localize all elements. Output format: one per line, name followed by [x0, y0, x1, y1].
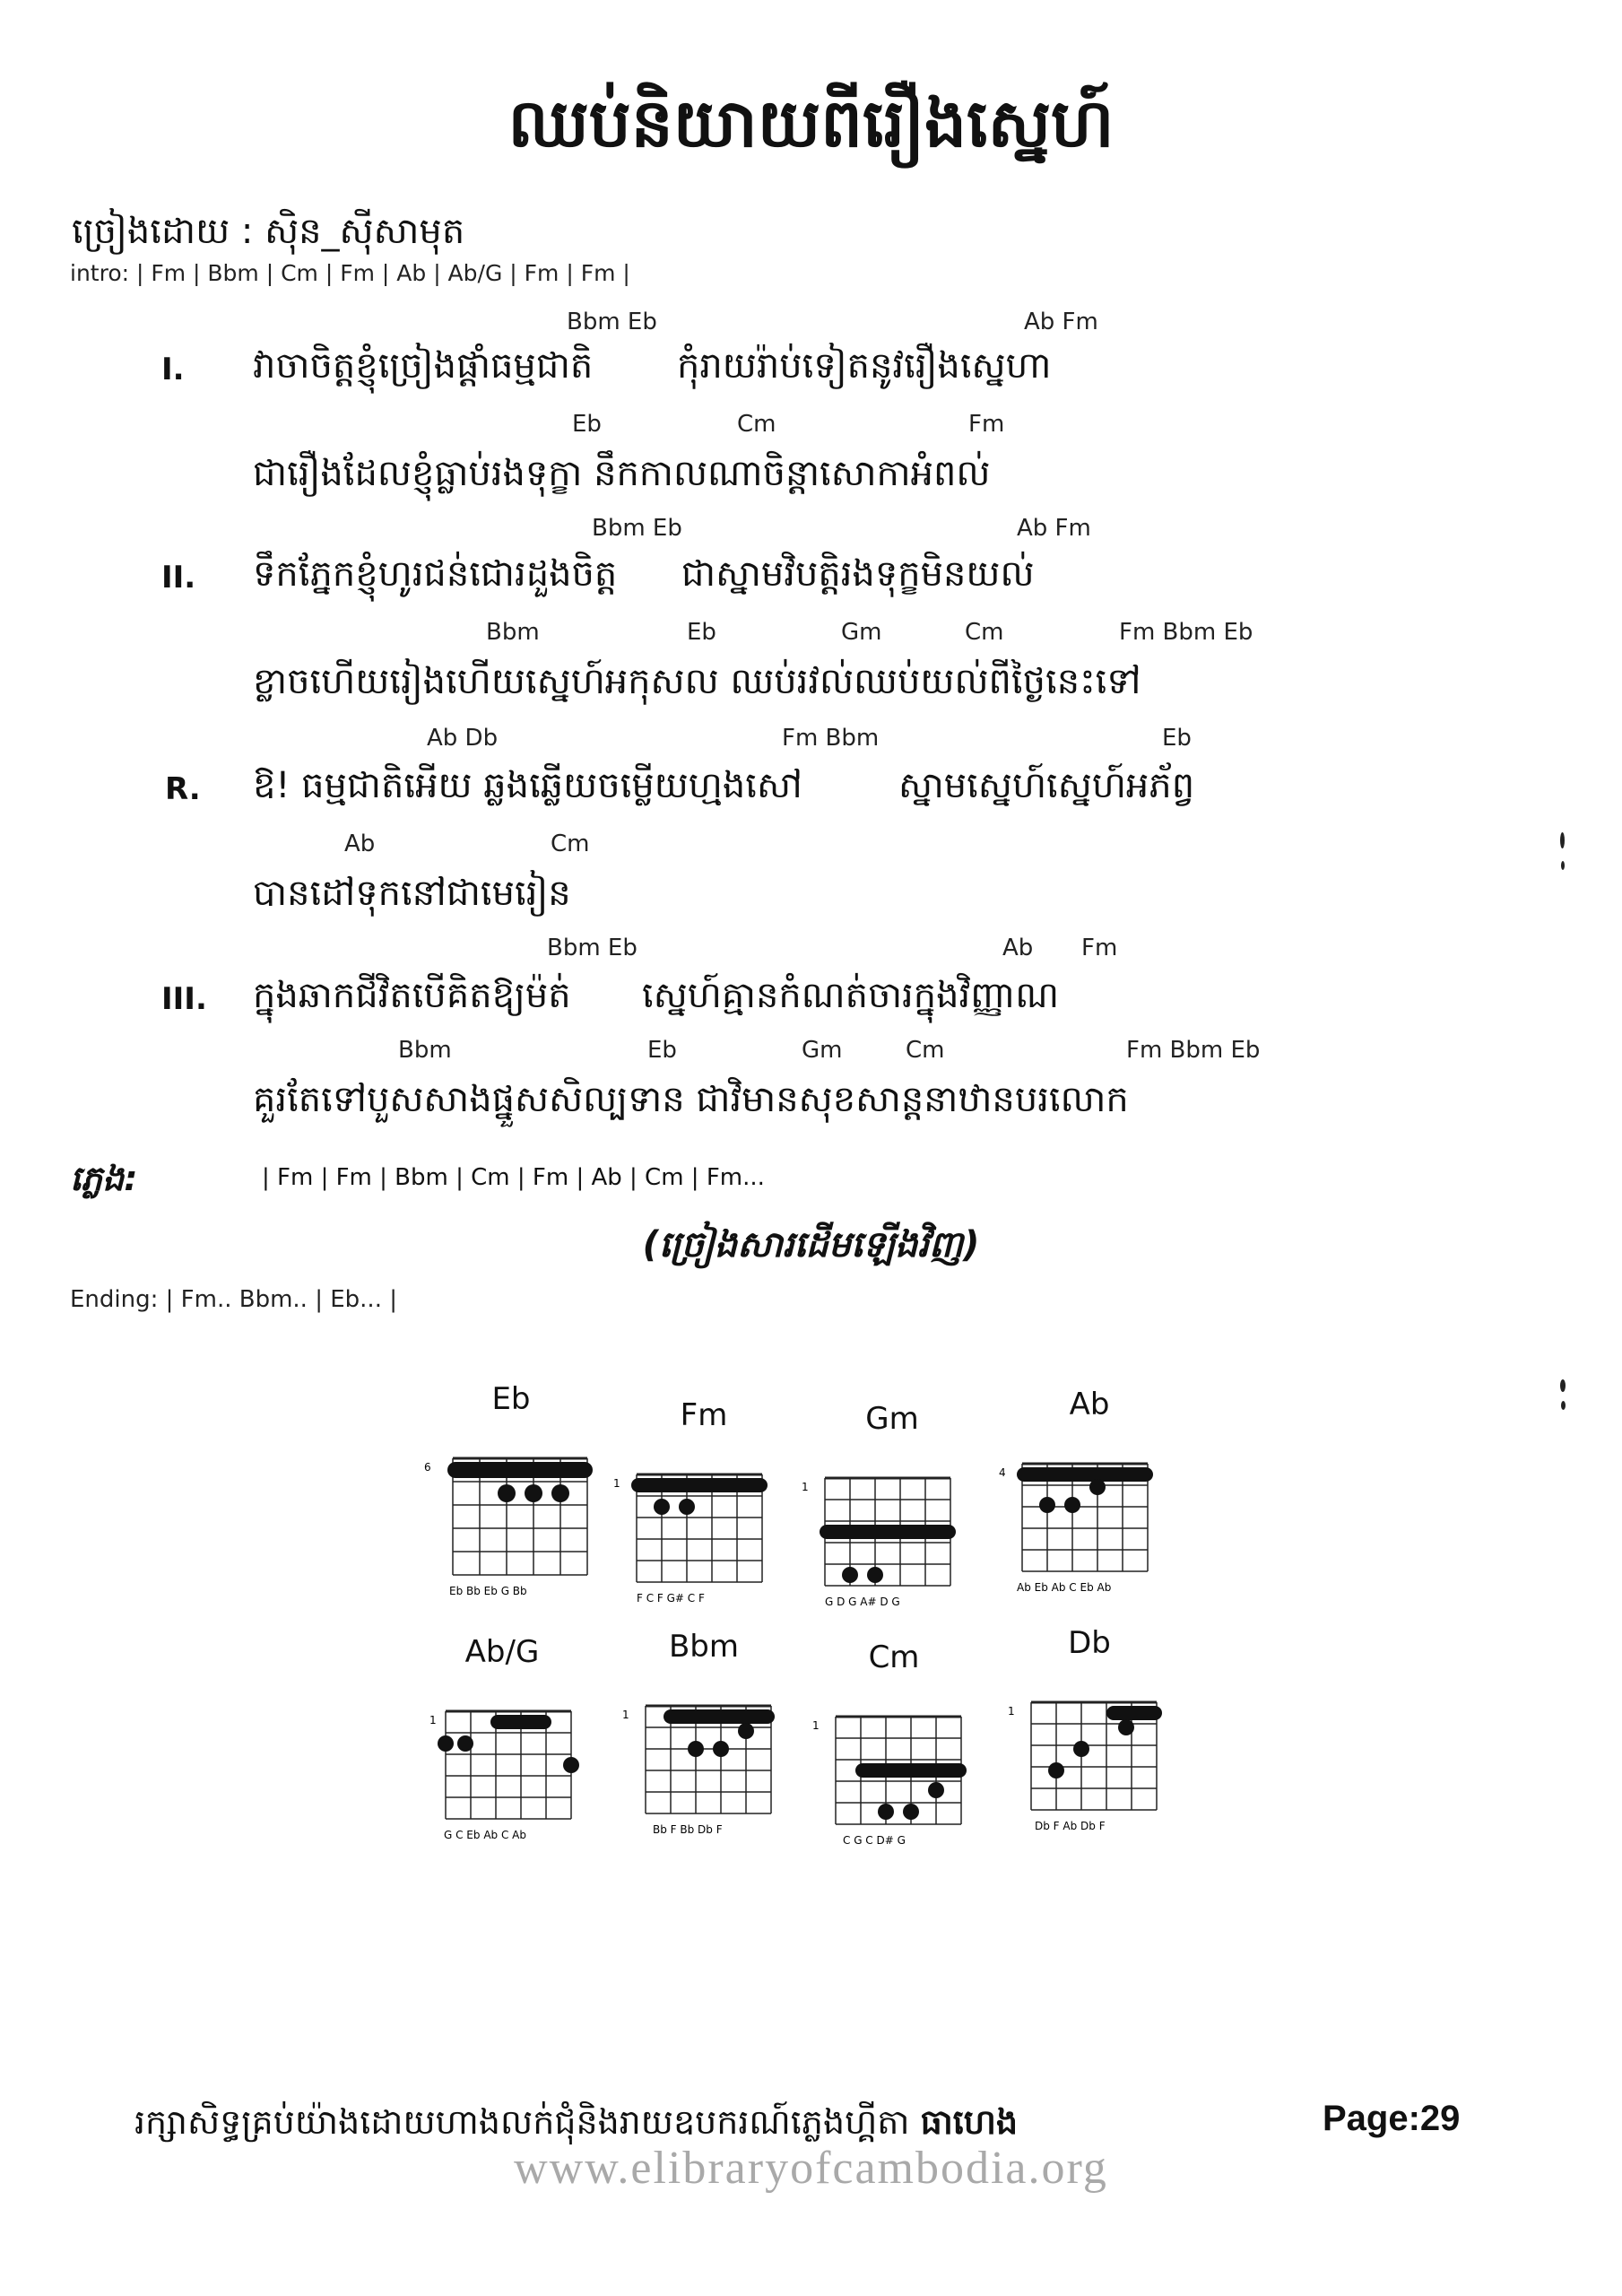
chord-diagram-name: Ab/G: [464, 1634, 540, 1670]
watermark: www.elibraryofcambodia.org: [514, 2143, 1108, 2194]
author-line: ច្រៀងដោយ : ស៊ិន_ស៊ីសាមុត: [72, 211, 465, 252]
fret-number: 1: [613, 1477, 620, 1490]
chord-diagram-fm: [610, 1397, 798, 1631]
lyric-line: ស្នាមស្នេហ៍ស្នេហ៍អភ័ព្វ: [898, 765, 1195, 806]
fretboard-icon: [800, 1702, 988, 1873]
lyric-line: ជាស្នាមវិបត្តិរងទុក្ខមិនយល់: [681, 553, 1035, 595]
chord-diagram-name: Gm: [865, 1401, 919, 1437]
fretboard-icon: [798, 1464, 986, 1634]
scan-speck: [1561, 861, 1565, 870]
lyric-line: ខ្លាចហើយរៀងហើយស្នេហ៍អកុសល ឈប់រវល់ឈប់យល់ពីថ្ងៃនេះទៅ: [253, 661, 1141, 702]
fret-number: 1: [1008, 1705, 1015, 1718]
chord-label: Fm Bbm Eb: [1126, 1037, 1261, 1064]
chord-label: Bbm: [486, 619, 540, 646]
chord-label: Fm Bbm Eb: [1119, 619, 1253, 646]
chord-diagram-db: [995, 1625, 1184, 1858]
chord-label: Fm: [1081, 935, 1118, 961]
scan-speck: [1560, 1379, 1566, 1392]
copyright-text: រក្សាសិទ្ធគ្រប់យ៉ាងដោយហាងលក់ជុំនិងរាយឧបករណ៍ភ្លេងហ្គីតា: [134, 2102, 910, 2142]
string-notes: Ab Eb Ab C Eb Ab: [1017, 1581, 1112, 1594]
scan-speck: [1561, 1401, 1566, 1410]
string-notes: Eb Bb Eb G Bb: [449, 1585, 527, 1597]
lyric-line: ស្នេហ៍គ្មានកំណត់ចារក្នុងវិញ្ញាណ: [642, 975, 1060, 1016]
section-label: I.: [161, 352, 185, 387]
chord-diagram-eb: [417, 1381, 605, 1614]
fretboard-icon: [995, 1688, 1184, 1858]
lyric-line: បានដៅទុកនៅជាមេរៀន: [253, 873, 571, 914]
chord-diagram-name: Fm: [680, 1397, 728, 1433]
chord-label: Cm: [551, 831, 590, 857]
chord-label: Bbm Eb: [547, 935, 638, 961]
section-label: III.: [161, 981, 207, 1017]
fretboard-icon: [417, 1444, 605, 1614]
chord-label: Fm: [968, 411, 1005, 438]
fret-number: 1: [802, 1481, 809, 1493]
lyric-line: ក្នុងឆាកជីវិតបើគិតឱ្យម៉ត់: [253, 975, 571, 1016]
ending-progression: Ending: | Fm.. Bbm.. | Eb... |: [70, 1286, 397, 1313]
fret-number: 4: [999, 1466, 1006, 1479]
chord-diagram-bbm: [610, 1629, 798, 1862]
chord-label: Gm: [841, 619, 882, 646]
fretboard-icon: [610, 1692, 798, 1862]
chord-diagram-ab: [995, 1387, 1184, 1620]
string-notes: F C F G# C F: [637, 1592, 705, 1605]
chord-diagram-name: Db: [1068, 1625, 1111, 1661]
chord-label: Ab: [344, 831, 376, 857]
chord-label: Bbm: [398, 1037, 452, 1064]
chord-diagram-cm: [800, 1639, 988, 1873]
string-notes: G D G A# D G: [825, 1596, 900, 1608]
chord-label: Cm: [737, 411, 776, 438]
chord-label: Ab Fm: [1017, 515, 1091, 542]
chord-label: Bbm Eb: [592, 515, 682, 542]
lyric-line: ទឹកភ្នែកខ្ញុំហូរជន់ជោរដួងចិត្ត: [253, 553, 618, 595]
chord-label: Ab: [1002, 935, 1034, 961]
chord-diagram-gm: [798, 1401, 986, 1634]
string-notes: Db F Ab Db F: [1035, 1820, 1106, 1832]
chord-label: Gm: [802, 1037, 843, 1064]
fret-number: 1: [622, 1709, 629, 1721]
page-number: Page:29: [1323, 2099, 1461, 2138]
section-label: R.: [165, 771, 201, 807]
fretboard-icon: [610, 1460, 798, 1631]
chord-label: Eb: [647, 1037, 677, 1064]
intro-progression: intro: | Fm | Bbm | Cm | Fm | Ab | Ab/G | Fm | Fm |: [70, 260, 630, 286]
chord-diagram-name: Bbm: [668, 1629, 740, 1665]
chord-label: Eb: [572, 411, 602, 438]
lyric-line: វាចាចិត្តខ្ញុំច្រៀងផ្តាំធម្មជាតិ: [253, 345, 594, 387]
fretboard-icon: [995, 1449, 1184, 1620]
fret-number: 1: [429, 1714, 437, 1726]
fretboard-icon: [408, 1697, 596, 1867]
lyric-line: កុំរាយរ៉ាប់ទៀតនូវរឿងស្នេហា: [677, 345, 1052, 387]
string-notes: G C Eb Ab C Ab: [444, 1829, 526, 1841]
instrumental-label: ភ្លេង:: [70, 1159, 138, 1198]
lyric-line: ឱ! ធម្មជាតិអើយ ឆ្លងឆ្លើយចម្លើយហ្មងសៅ: [253, 765, 802, 806]
chord-label: Bbm Eb: [567, 309, 657, 335]
fret-number: 6: [424, 1461, 431, 1474]
chord-label: Ab Fm: [1024, 309, 1098, 335]
lyric-line: គួរតែទៅបួសសាងផ្នួសសិល្បទាន ជាវិមានសុខសាន្តនាឋានបរលោក: [253, 1079, 1129, 1120]
chord-label: Cm: [906, 1037, 945, 1064]
chord-diagram-name: Cm: [868, 1639, 920, 1675]
shop-name: ធាហេង: [920, 2102, 1019, 2142]
section-label: II.: [161, 560, 196, 596]
chord-label: Fm Bbm: [782, 725, 880, 752]
song-title: ឈប់និយាយពីរឿងស្នេហ៍: [507, 85, 1115, 162]
chord-label: Ab Db: [427, 725, 499, 752]
instrumental-progression: | Fm | Fm | Bbm | Cm | Fm | Ab | Cm | Fm...: [262, 1164, 765, 1191]
chord-diagram-ab-g: [408, 1634, 596, 1867]
fret-number: 1: [812, 1719, 820, 1732]
chord-diagram-name: Ab: [1069, 1387, 1110, 1422]
lyric-line: ជារឿងដែលខ្ញុំធ្លាប់រងទុក្ខា នឹកកាលណាចិន្តាសោកាអំពល់: [253, 453, 991, 494]
repeat-note: (ច្រៀងសារដើមឡើងវិញ): [642, 1224, 980, 1265]
scan-speck: [1560, 832, 1565, 848]
chord-label: Eb: [687, 619, 716, 646]
chord-label: Eb: [1162, 725, 1192, 752]
string-notes: C G C D# G: [843, 1834, 906, 1847]
string-notes: Bb F Bb Db F: [653, 1823, 723, 1836]
chord-diagram-name: Eb: [491, 1381, 531, 1417]
chord-label: Cm: [965, 619, 1004, 646]
